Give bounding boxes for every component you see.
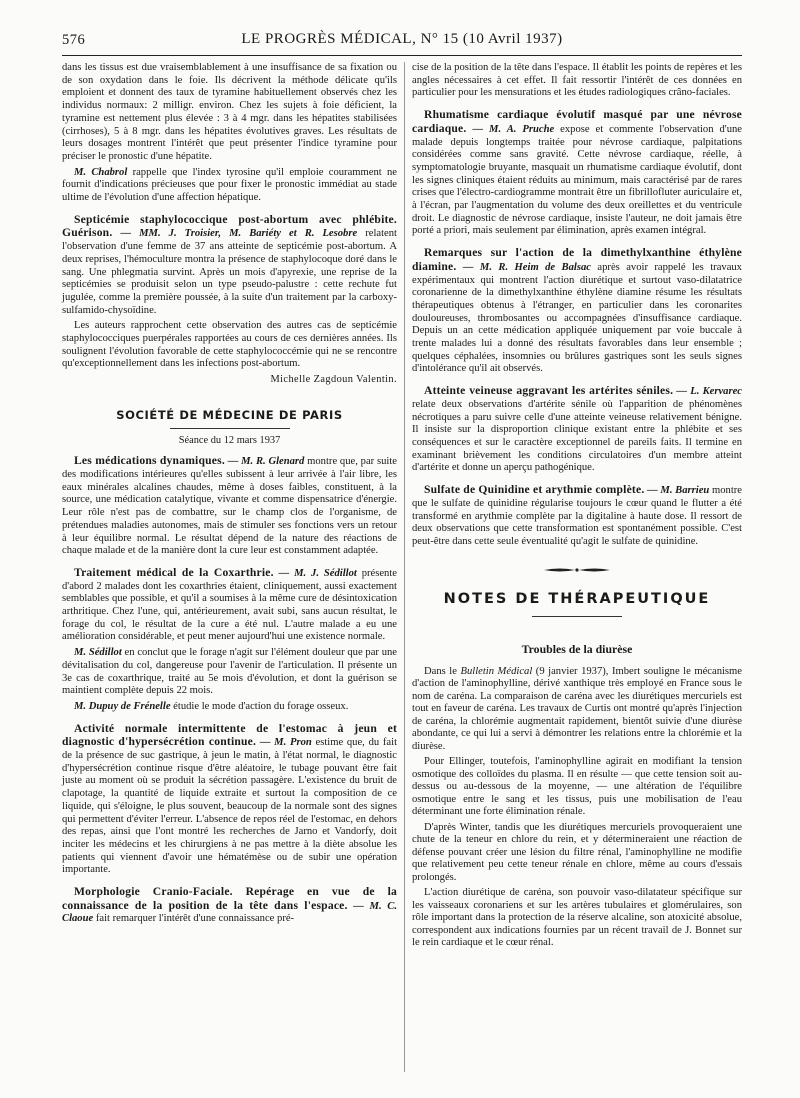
signature: Michelle Zagdoun Valentin.: [270, 374, 397, 386]
section-rule: [532, 616, 622, 617]
paragraph: [62, 701, 397, 714]
article-title: Rhumatisme cardiaque évolutif masqué par une névrose cardiaque.: [412, 108, 742, 135]
article-dimethylxanthine: [412, 247, 742, 376]
article-text: expose et commente l'observation d'une malade depuis longtemps traitée pour névrose cardiaque, palpitations considérées comme sans gravité. Cette névrose cardiaque, réelle, à symptomatologie bruyante, masquait un rhumatisme cardiaque évolutif, dont les signes cliniques étaient réduits au minimum, mais caractérisé par de rares crises que l'électro-cardiogramme montrait être un fibrillofluter auriculaire et, à l'écran, par l'augmentation du volume des deux oreillettes et du ventricule droit. Le diagnostic de névrose cardiaque, insiste l'auteur, ne doit jamais être porté a priori, mais seulement par élimination, après examen intégral.: [412, 123, 743, 237]
article-rhumatisme: [412, 109, 742, 238]
column-divider: [404, 62, 405, 1072]
article-text: estime que, du fait de la présence de suc gastrique, à jeun le matin, à l'état normal, le diagnostic d'hypersécrétion continue risque d'être aléatoire, le tubage pouvant être fait juste au moment où se produit la sécrétion passagère. L'existence du bruit de clapotage, la quantité de liquide extraite et surtout la composition de ce liquide, qui s'éloigne, le plus souvent, beaucoup de la normale sont des signes qui permettent d'éviter l'erreur. L'absence de repos réel de l'estomac, en dehors des repas, ainsi que l'ont montré les recherches de Jarno et Vandorfy, doit inciter les médecins et les chirurgiens à ne pas mettre à la diète absolue les patients qui viennent d'avoir une hématémèse ou de subir une opération importante.: [62, 737, 398, 876]
article-title: Les médications dynamiques.: [74, 454, 225, 468]
paragraph: cise de la position de la tête dans l'espace. Il établit les points de repères et les angles nécessaires à cet effet. Il fait ressortir l'intérêt de ces données en particulier pour les mensurations et les études radiologiques crâno-faciales.: [412, 62, 742, 99]
article-estomac: [62, 723, 397, 877]
author-name: M. Chabrol: [74, 166, 128, 178]
article-morphologie: [62, 886, 397, 926]
seance-date: Séance du 12 mars 1937: [178, 434, 281, 446]
article-text: relate deux observations d'artérite sénile où l'apparition de phénomènes nécrotiques a paru suivre celle d'une atteinte veineuse relativement bénigne. Il insiste sur la disproportion clinique existant entre la phlébite et ses conséquences et sur le caractère exceptionnel de pareils faits. Il termine en examinant brièvement les conditions circulatoires d'un membre atteint d'artérite et donne un aperçu pathogénique.: [412, 398, 742, 474]
society-rule: [170, 428, 290, 429]
journal-name: Bulletin Médical: [460, 665, 533, 677]
article-title: Traitement médical de la Coxarthrie.: [74, 565, 274, 579]
article-arterites: [412, 385, 742, 475]
page-number: 576: [62, 32, 86, 48]
article-authors: — L. Kervarec: [673, 386, 743, 398]
right-column: [412, 62, 742, 953]
running-header: [62, 30, 742, 50]
paragraph: dans les tissus est due vraisemblablement à une insuffisance de sa fixation ou de son oxydation dans le foie. Ils décrivent la méthode délicate qu'ils emploient et donnent des taux de tyramine habituellement observés chez les individus normaux: 2 milligr. environ. Chez les sujets à foie déficient, la tyramine est nettement plus élevée : 3 à 4 mgr. dans les hépatites stabilisées (cirrhoses), 5 à 8 mgr. dans les hépatites évolutives graves. Les résultats de leurs dosages montrent l'intérêt que peut présenter l'indice tyramine pour préciser le pronostic d'une hépatite.: [62, 62, 397, 162]
ornament-divider: [412, 565, 742, 578]
paragraph: [412, 666, 742, 754]
paragraph: L'action diurétique de caréna, son pouvoir vaso-dilatateur spécifique sur les vaisseaux coronariens et sur les artères tubulaires et glomérulaires, son rôle important dans la protection de la réserve alcaline, son atoxicité absolue, correspondent aux indications fournies par un récent travail de J. Bonnet sur le rein cardiaque et le cœur rénal.: [412, 887, 742, 949]
article-text: après avoir rappelé les travaux expérimentaux qui montrent l'action diurétique et surtout vaso-dilatatrice coronarienne de la dimethylxanthine éthylène diamine résume les résultats thérapeutiques obtenus à l'étranger, en particulier dans les coronarites douloureuses, thrombosantes ou accompagnées d'insuffisance cardiaque. Depuis un an cette médication appliquée uniquement par voie buccale à trente malades lui a donné des résultats favorables dans leur ensemble ; quelques céphalées, insomnies ou brûlures gastriques sont les seuls signes d'intolérance qu'il ait observés.: [412, 261, 742, 375]
subsection-title: Troubles de la diurèse: [521, 642, 633, 657]
ornament-icon: [542, 566, 612, 574]
notes-body: [412, 666, 742, 950]
author-name: M. Sédillot: [74, 647, 122, 659]
paragraph-text: Dans le: [424, 665, 461, 677]
article-text: relatent l'observation d'une femme de 37 ans atteinte de septicémie post-abortum. A deux reprises, l'hémoculture montra la présence de staphylocoque doré dans le sang. Une phlegmatia survint. Après un mois d'apyrexie, une reprise de la septicémies se produisit selon un type pseudo-palustre : cette rechute fut jugulée, comme la première poussée, à la suite d'un traitement par la carboxy-sulfamido-chysoïdine.: [62, 228, 397, 316]
article-title: Atteinte veineuse aggravant les artérites séniles.: [424, 384, 674, 398]
article-medications: [62, 455, 397, 558]
article-septicemie: [62, 214, 397, 318]
paragraph: Pour Ellinger, toutefois, l'aminophylline agirait en modifiant la tension osmotique des colloïdes du plasma. Il en résulte — que cette tension soit au-dessus ou au-dessous de la moyenne, — une altération de l'équilibre osmotique entre le sang et les tissus, puis une mobilisation de l'eau déterminant une forte élimination rénale.: [412, 756, 742, 818]
header-rule: [62, 55, 742, 56]
article-title: Activité normale intermittente de l'estomac à jeun et diagnostic d'hypersécrétion continue.: [62, 721, 397, 749]
left-column: [62, 62, 397, 929]
article-title: Sulfate de Quinidine et arythmie complète.: [424, 483, 645, 497]
article-authors: — M. Pron: [256, 737, 312, 749]
article-title: Morphologie Cranio-Faciale. Repérage en vue de la connaissance de la position de la tête dans l'espace.: [62, 885, 397, 912]
article-title: Septicémie staphylococcique post-abortum avec phlébite. Guérison.: [62, 212, 397, 240]
article-text: montre que le sulfate de quinidine régularise toujours le cœur quand le flutter a été transformé en arythmie complète par la digitaline à haute dose. Il ressort de deux observations que cette transformation est spontanément possible. C'est peut-être dans cette seule éventualité qu'agit le sulfate de quinidine.: [412, 485, 742, 547]
section-title: NOTES DE THÉRAPEUTIQUE: [443, 591, 711, 608]
journal-title: LE PROGRÈS MÉDICAL, N° 15 (10 Avril 1937): [241, 31, 563, 47]
article-quinidine: [412, 484, 742, 549]
paragraph-text: étudie le mode d'action du forage osseux.: [170, 700, 349, 712]
paragraph: D'après Winter, tandis que les diurétiques mercuriels provoqueraient une chute de la teneur en chlore du rein, et y détermineraient une réaction de défense pouvant créer une lésion du filtre rénal, l'aminophylline ne modifie que relativement peu cette teneur rénale en chlore, même au cours d'essais prolongés.: [412, 821, 742, 883]
paragraph-text: rappelle que l'index tyrosine qu'il emploie couramment ne fournit d'indications précieuses que pour fixer le pronostic immédiat au stade ultime de l'évolution d'une affection hépatique.: [62, 166, 397, 204]
article-authors: — M. A. Pruche: [466, 123, 555, 135]
article-authors: — M. J. Sédillot: [273, 567, 357, 579]
article-coxarthrie: [62, 567, 397, 644]
article-title: Remarques sur l'action de la dimethylxanthine éthylène diamine.: [412, 246, 742, 273]
article-text: montre que, par suite des modifications intérieures qu'elles subissent à leur arrivée à l'air libre, les eaux minérales alcalines chaudes, même à doses faibles, constituent, à la source, une médication catalytique, vivante et comme dispensatrice d'énergie. Leur rôle n'est pas de combattre, sur le champ clos de l'organisme, de prétendues maladies autonomes, mais de stimuler ses fonctions vers un retour à leur équilibre normal. Le résultat dépend de la nature des réactions de chaque malade et de la manière dont la cure leur est constamment adaptée.: [62, 456, 397, 557]
paragraph: Les auteurs rapprochent cette observation des autres cas de septicémie staphylococciques puerpérales rapportées au cours de ces dernières années. Ils soulignent l'évolution favorable de cette staphylococcémie qui ne se rencontre qu'exceptionnellement dans les infections post-abortum.: [62, 320, 397, 370]
paragraph: [62, 647, 397, 698]
paragraph-text: (9 janvier 1937), Imbert souligne le mécanisme d'action de l'aminophylline, dérivé xanthique très employé en France sous le nom de caréna. La comparaison de caréna avec les diurétiques mercuriels est tout en faveur de caréna. Les travaux de Curtis ont montré qu'après l'injection de caréna, la chlorémie augmentait rapidement, bientôt suivie d'une diurèse abondante, ce qui lui a servi à démontrer les relations entre la chlorémie et la diurèse.: [412, 665, 742, 752]
article-authors: — M. R. Heim de Balsac: [456, 261, 591, 273]
article-authors: — MM. J. Troisier, M. Bariéty et R. Lesobre: [112, 228, 358, 240]
paragraph: [62, 167, 397, 205]
paragraph-text: en conclut que le forage n'agit sur l'élément douleur que par une dévitalisation du col, dangereuse pour l'avenir de l'articulation. Il présente un 3e cas de coxarthrique, traité au 5e mois d'évolution, et dont la guérison se maintient complète depuis 22 mois.: [62, 647, 397, 697]
society-title: SOCIÉTÉ DE MÉDECINE DE PARIS: [116, 407, 343, 422]
author-name: M. Dupuy de Frénelle: [74, 700, 171, 712]
article-authors: — M. C. Claoue: [62, 900, 397, 925]
article-text: présente d'abord 2 malades dont les coxarthries étaient, cliniquement, aussi exactement semblables que possible, et qu'il a soumises à la même cure de désintoxication arthritique. Chez l'une, qui, antérieurement, avait subi, sans aucun résultat, le forage du col, le résultat de la cure a été nul. L'autre malade a eu une amélioration considérable, et peut mener aujourd'hui une existence normale.: [62, 567, 397, 643]
article-text: fait remarquer l'intérêt d'une connaissance pré-: [93, 913, 295, 925]
article-authors: — M. Barrieu: [644, 485, 710, 497]
article-authors: — M. R. Glenard: [224, 456, 305, 468]
